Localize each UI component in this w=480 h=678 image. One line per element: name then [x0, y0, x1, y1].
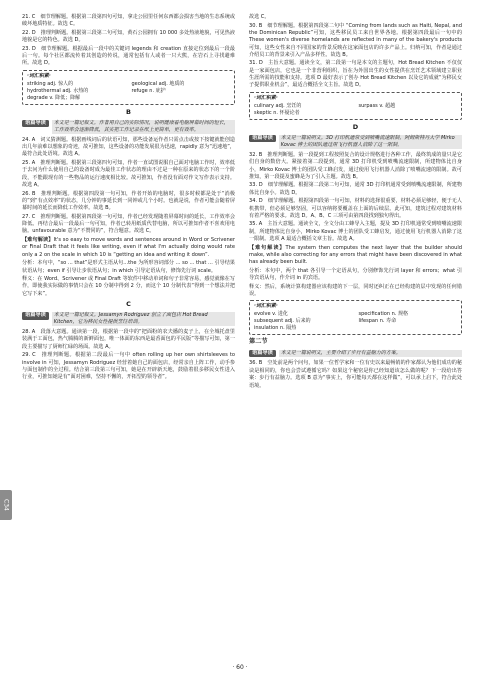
- guide-text: 本文是一篇说明文。3D 打印机通常受到喷嘴流速限制，阿姆斯特丹大学 Mirko Kovac 博士的团队通过用飞行机器人消除了这一限制。: [279, 135, 462, 149]
- guide-text: 本文是一篇记叙文。Jessamyn Rodriguez 创立了面包店 Hot Bread Kitchen，它为移民女性提供烹饪培训。: [52, 312, 235, 326]
- passage-guide-d: [249, 135, 462, 149]
- answer-36: 36. B 空处前是两个问句，如果一位哲学家和一位有史以来最畅销的作家都认为他们成功的秘诀是相同的，你也会尝试遵循它吗？如果这个秘密是你已经知道该怎么做的呢？下一段给出答案：步行有益脑力。选项 B 意为“事实上，你可能每天都在这样做”，可以承上启下，符合此处语境。: [249, 360, 462, 389]
- passage-guide-c: [22, 312, 235, 326]
- vocab-item: specification n. 规格: [358, 311, 408, 318]
- sentence-translation: 释义：然后，系统计算构建器应该构建的下一层，同时还纠正在已经构建的层中发现的任何错误。: [249, 283, 462, 298]
- answer-21: 21. C 细节理解题。根据第二段第四句可知，拿走公园里任何东西都会损害当地的生态系统或破坏地质特征。故选 C。: [22, 14, 235, 28]
- difficult-sentence-text: It's so easy to move words and sentences around in Word or Scrivener or Final Draft that it feels like writing, even if what I'm actually doing would rate only a 2 on the scale in which 10 is “getting an idea and writing it down”.: [22, 237, 235, 258]
- section-b-heading: B: [126, 107, 131, 116]
- vocab-box-title: ·词汇积累·: [27, 72, 51, 79]
- vocab-box-3: [249, 300, 462, 335]
- answer-23: 23. D 细节理解题。根据最后一段中的关键词 legends 和 creation 直接定位到最后一段最后一句。每个社区都流传着其创造的传说，通常包括有人或者一只大熊，在岩石上寻找避难所。故选 D。: [22, 45, 235, 67]
- vocab-item: surpass v. 超越: [358, 102, 396, 109]
- page-number: · 60 ·: [232, 664, 248, 671]
- answer-page: [22, 14, 468, 664]
- vocab-item: skeptic n. 怀疑论者: [254, 109, 300, 116]
- guide-text: 本文是一篇记叙文。作者用自己的实际情况，说明健康看电脑屏幕时间的短长，工作效率会逐渐降低，其实把工作记录在纸上更简单，更有效率。: [52, 120, 235, 134]
- guide-tag: 语篇导读: [22, 312, 49, 320]
- guide-text: 本文是一篇说明文，主要介绍了步行有益脑力的方案。: [279, 350, 462, 357]
- vocab-box-1: [22, 70, 235, 105]
- vocab-item: subsequent adj. 后来的: [254, 318, 311, 325]
- answer-32: 32. B 推理判断题。第一段提到工程按照复合的设计规格进行各种工作，最终筑成的量只是它们自身的数倍大。紧接着第二段提到，通常 3D 打印机受到喷嘴流速限制，所建物体比自身小，Mirko Kovac 博士的团队受工蜂启发，通过使用飞行机器人消除了喷嘴流速的限制。故可推知，第一段提及蜜蜂是为了引入主题。故选 B。: [249, 151, 462, 180]
- answer-33: 33. D 细节理解题。根据第二段第二句可知，通常 3D 打印机通常受到喷嘴流速限制，所建物体比自身小。故选 D。: [249, 182, 462, 196]
- passage-guide-b: [22, 120, 235, 134]
- difficult-sentence-label: 【难句解读】: [22, 237, 54, 243]
- vocab-item: refuge n. 庇护: [131, 87, 166, 94]
- guide-tag: 语篇导读: [22, 120, 49, 128]
- vocab-box-title: ·词汇积累·: [254, 94, 278, 101]
- vocab-box-title: ·词汇积累·: [254, 303, 278, 310]
- answer-29-end: 故选 C。: [249, 14, 270, 20]
- vocab-box-2: [249, 92, 462, 120]
- answer-29: 29. C 推理判断题。根据第二段最后一句中 often rolling up her own shirtsleeves to involve in 可知，Jessamyn Rodriguez 经营着她自己的面包店，经常亲自上阵工作，动手参与面包制作的全过程。结合第三段第三句可知，她是在开辟新天地，鼓励着很多移民女性进入行业，可推知她是有“面对困难，坚持不懈的，开拓型的领导者”。: [22, 352, 235, 381]
- answer-30: 30. B 细节理解题。根据第四段第二句中 “Coming from lands such as Haiti, Nepal, and the Dominican Republic”可知，这些移民员工来自世界各地。根据第四段最后一句中的 These women's diverse homelands are reflected in many of the bakery's products 可知，这些女性来自不同国家的背景反映在这家面包店的许多产品上。归纳可知，作者是通过介绍员工的背景来引入产品多样性。故选 B。: [249, 22, 462, 58]
- vocab-item: hydrothermal adj. 水热的: [27, 87, 89, 94]
- difficult-sentence: [22, 237, 235, 259]
- section-d-heading: D: [352, 122, 359, 131]
- guide-tag: 语篇导读: [249, 135, 276, 143]
- section-2-heading: 第二节: [249, 338, 268, 346]
- answer-24: 24. A 词义猜测题。根据画线词后的状语可知，那些设备运作者只需点击或按下按键就能创造出几年前难以想象的奇迹，故可推知，这些设备的功能发展很为迅速，rapidly 意为“迅速地”，最符合此处语境。故选 A。: [22, 136, 235, 158]
- answer-28: 28. A 段落大意题。通读第一段，根据第一段中的“把面粉的农夫播的麦子上，在全城托盘里装满于工面包，热气腾腾的新鲜面包，唯一体面的东西是最香面包的平民版”等描写可知，第一段主要描写了厨师忙碌的场面。故选 A。: [22, 329, 235, 350]
- side-tab: C34: [0, 490, 12, 520]
- vocab-item: lifespan n. 寿命: [358, 318, 397, 325]
- vocab-item: culinary adj. 烹饪的: [254, 102, 302, 109]
- answer-22: 22. D 推理判断题。根据第三段第二句可知，黄石公园拥有 10 000 多处热液地貌，可见热液地貌是它的特色。故选 D。: [22, 29, 235, 44]
- difficult-sentence-label: 【难句解读】: [249, 244, 286, 251]
- answer-26: 26. B 推理判断题。根据第四段第一句可知，作者开始的电脑时，很多时候都是处于“消极的”到“有点效率”的状态，几分钟的事延长到一同钟或几个小时。也就是说，作者可能会随着屏幕时间的延长而降低工作效率。故选 B。: [22, 190, 235, 212]
- vocab-item: degrade v. 降低；降解: [27, 94, 81, 101]
- vocab-item: insulation n. 隔热: [254, 325, 297, 332]
- vocab-item: evolve v. 进化: [254, 311, 288, 318]
- right-column: [249, 14, 462, 391]
- sentence-translation: 释义：在 Word、Scrivener 或 Final Draft 等软件中移动单词和句子非常容易，感觉就像在写作，即使我实际做的事情只会在 10 分制中得到 2 分，而这个 10 分制代表“得到一个想法并把它写下来”。: [22, 276, 235, 297]
- vocab-item: geological adj. 地质的: [131, 80, 185, 87]
- section-c-heading: C: [126, 300, 131, 309]
- answer-25: 25. A 推理判断题。根据第三段第四句可知，作者一直试图说服自己面对电脑工作时，效率低于去问为什么使用自己的设备时成为最佳工作状态的理由不过是一种在原来的状态下的一个阶段，不能跟现有的一些物品的运行速度相比较。故可推知，作者没有面对作文写作表示支持。故选 A。: [22, 160, 235, 189]
- answer-31: 31. D 主旨大意题。通读全文，第二段第一句是本文的主题句，Hot Bread Kitchen 不仅仅是一家面包店，它也是一个非营利组织，旨在为外国出生的女性提供在烹饪艺术领域建立职业生涯所需的技能和支持。选项 D 最好表示了创办 Hot Bread Kitchen 以及它的成就“为移民女子提供职业机会”，最适合概括全文主旨。故选 D。: [249, 60, 462, 89]
- answer-35: 35. A 主旨大意题。通读全文，全文分由工蜂导入主题，提及 3D 打印机通常受到喷嘴流速限制，所建物体比自身小，Mirko Kovac 博士的团队受工蜂启发，通过使用飞行机器人消除了这一限制。选项 A 最适合概括文章主旨。故选 A。: [249, 221, 462, 243]
- passage-guide-section-2: [249, 350, 462, 358]
- answer-27: 27. C 推理判断题。根据第四段第一句可知，作者已经发现随着屏幕时间的延长，工作效率会降低。再结合最后一段最后一句可知，作者已转用纸质代替电脑，所以可推知作者不喜欢用电脑。unfavourable 意为“不赞同的”，符合题意。故选 C。: [22, 213, 235, 235]
- vocab-item: striking adj. 惊人的: [27, 80, 74, 87]
- difficult-sentence: [249, 245, 462, 267]
- left-column: [22, 14, 235, 383]
- guide-tag: 语篇导读: [249, 350, 276, 358]
- sentence-analysis: 分析：本句中，“so ... that”是形式主语从句...the 为所形容词部分 ... so ... that ... 引导结果状语从句；even if 引导让步状语从句；in which 引导定语从句，修饰先行词 scale。: [22, 260, 235, 274]
- answer-34: 34. D 细节理解题。根据第四段第一句可知，材料的选择很重要，材料必须足够轻，便于无人机携带，但必须足够坚固，可以容纳将要覆盖在上面的后续层。此可知，建筑过程对建筑材料有着严格的要求。故选 D。A、B、C 三项可由第四段找到独句得出。: [249, 198, 462, 219]
- difficult-sentence-text: The system then computes the next layer that the builder should make, while also correcting for any errors that might have been discovered in what has already been built.: [249, 244, 462, 266]
- sentence-analysis: 分析：本句中，两个 that 各引导一个定语从句，分别修饰先行词 layer 和 errors；what 引导宾语从句，作介词 in 的宾语。: [249, 267, 462, 282]
